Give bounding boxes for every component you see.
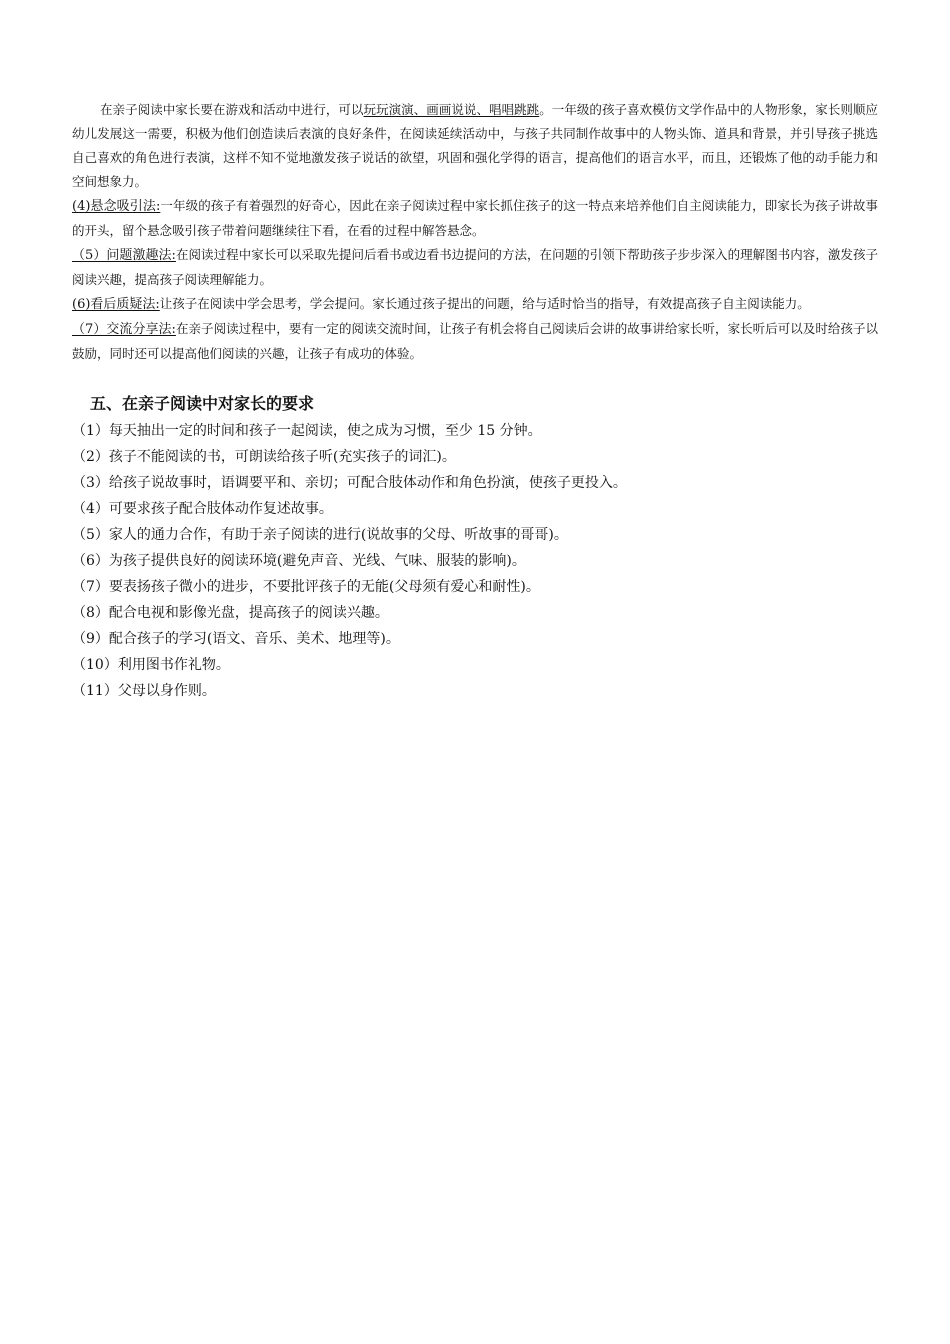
intro-underlined-phrase: 玩玩演演、画画说说、唱唱跳跳 xyxy=(363,102,540,117)
method-paragraph-question xyxy=(72,243,878,292)
list-item: （9）配合孩子的学习(语文、音乐、美术、地理等)。 xyxy=(72,631,400,647)
list-item: （3）给孩子说故事时，语调要平和、亲切；可配合肢体动作和角色扮演，使孩子更投入。 xyxy=(72,475,627,491)
method-title-question: （5）问题激趣法: xyxy=(72,248,176,263)
method-text-suspense: 一年级的孩子有着强烈的好奇心，因此在亲子阅读过程中家长抓住孩子的这一特点来培养他们自主阅读能力，即家长为孩子讲故事的开头，留个悬念吸引孩子带着问题继续往下看，在看的过程中解答悬念。 xyxy=(72,198,878,238)
method-paragraph-doubt xyxy=(72,292,878,317)
intro-text-after: 。一年级的孩子喜欢模仿文学作品中的人物形象，家长则顺应幼儿发展这一需要，积极为他们创造读后表演的良好条件，在阅读延续活动中，与孩子共同制作故事中的人物头饰、道具和背景，并引导孩子挑选自己喜欢的角色进行表演，这样不知不觉地激发孩子说话的欲望，巩固和强化学得的语言，提高他们的语言水平，而且，还锻炼了他的动手能力和空间想象力。 xyxy=(72,102,878,189)
list-item: （8）配合电视和影像光盘，提高孩子的阅读兴趣。 xyxy=(72,605,389,621)
method-paragraph-share xyxy=(72,317,878,366)
requirements-list xyxy=(72,418,878,704)
list-item: （4）可要求孩子配合肢体动作复述故事。 xyxy=(72,501,333,517)
list-item: （6）为孩子提供良好的阅读环境(避免声音、光线、气味、服装的影响)。 xyxy=(72,553,526,569)
method-title-doubt: (6)看后质疑法: xyxy=(72,297,160,312)
intro-text-before: 在亲子阅读中家长要在游戏和活动中进行，可以 xyxy=(100,102,364,117)
intro-paragraph xyxy=(72,98,878,194)
method-text-question: 在阅读过程中家长可以采取先提问后看书或边看书边提问的方法，在问题的引领下帮助孩子步步深入的理解图书内容，激发孩子阅读兴趣，提高孩子阅读理解能力。 xyxy=(72,247,878,287)
list-item: （2）孩子不能阅读的书，可朗读给孩子听(充实孩子的词汇)。 xyxy=(72,449,456,465)
list-item: （1）每天抽出一定的时间和孩子一起阅读，使之成为习惯，至少 15 分钟。 xyxy=(72,423,542,439)
list-item: （11）父母以身作则。 xyxy=(72,683,216,699)
list-item: （5）家人的通力合作，有助于亲子阅读的进行(说故事的父母、听故事的哥哥)。 xyxy=(72,527,568,543)
method-text-doubt: 让孩子在阅读中学会思考，学会提问。家长通过孩子提出的问题，给与适时恰当的指导，有效提高孩子自主阅读能力。 xyxy=(159,296,810,311)
method-title-suspense: (4)悬念吸引法: xyxy=(72,199,161,214)
method-text-share: 在亲子阅读过程中，要有一定的阅读交流时间，让孩子有机会将自己阅读后会讲的故事讲给家长听，家长听后可以及时给孩子以鼓励，同时还可以提高他们阅读的兴趣，让孩子有成功的体验。 xyxy=(72,321,878,361)
method-paragraph-suspense xyxy=(72,194,878,243)
method-title-share: （7）交流分享法: xyxy=(72,322,176,337)
document-page xyxy=(72,98,878,704)
section-heading: 五、在亲子阅读中对家长的要求 xyxy=(90,394,315,413)
list-item: （10）利用图书作礼物。 xyxy=(72,657,230,673)
list-item: （7）要表扬孩子微小的进步，不要批评孩子的无能(父母须有爱心和耐性)。 xyxy=(72,579,540,595)
